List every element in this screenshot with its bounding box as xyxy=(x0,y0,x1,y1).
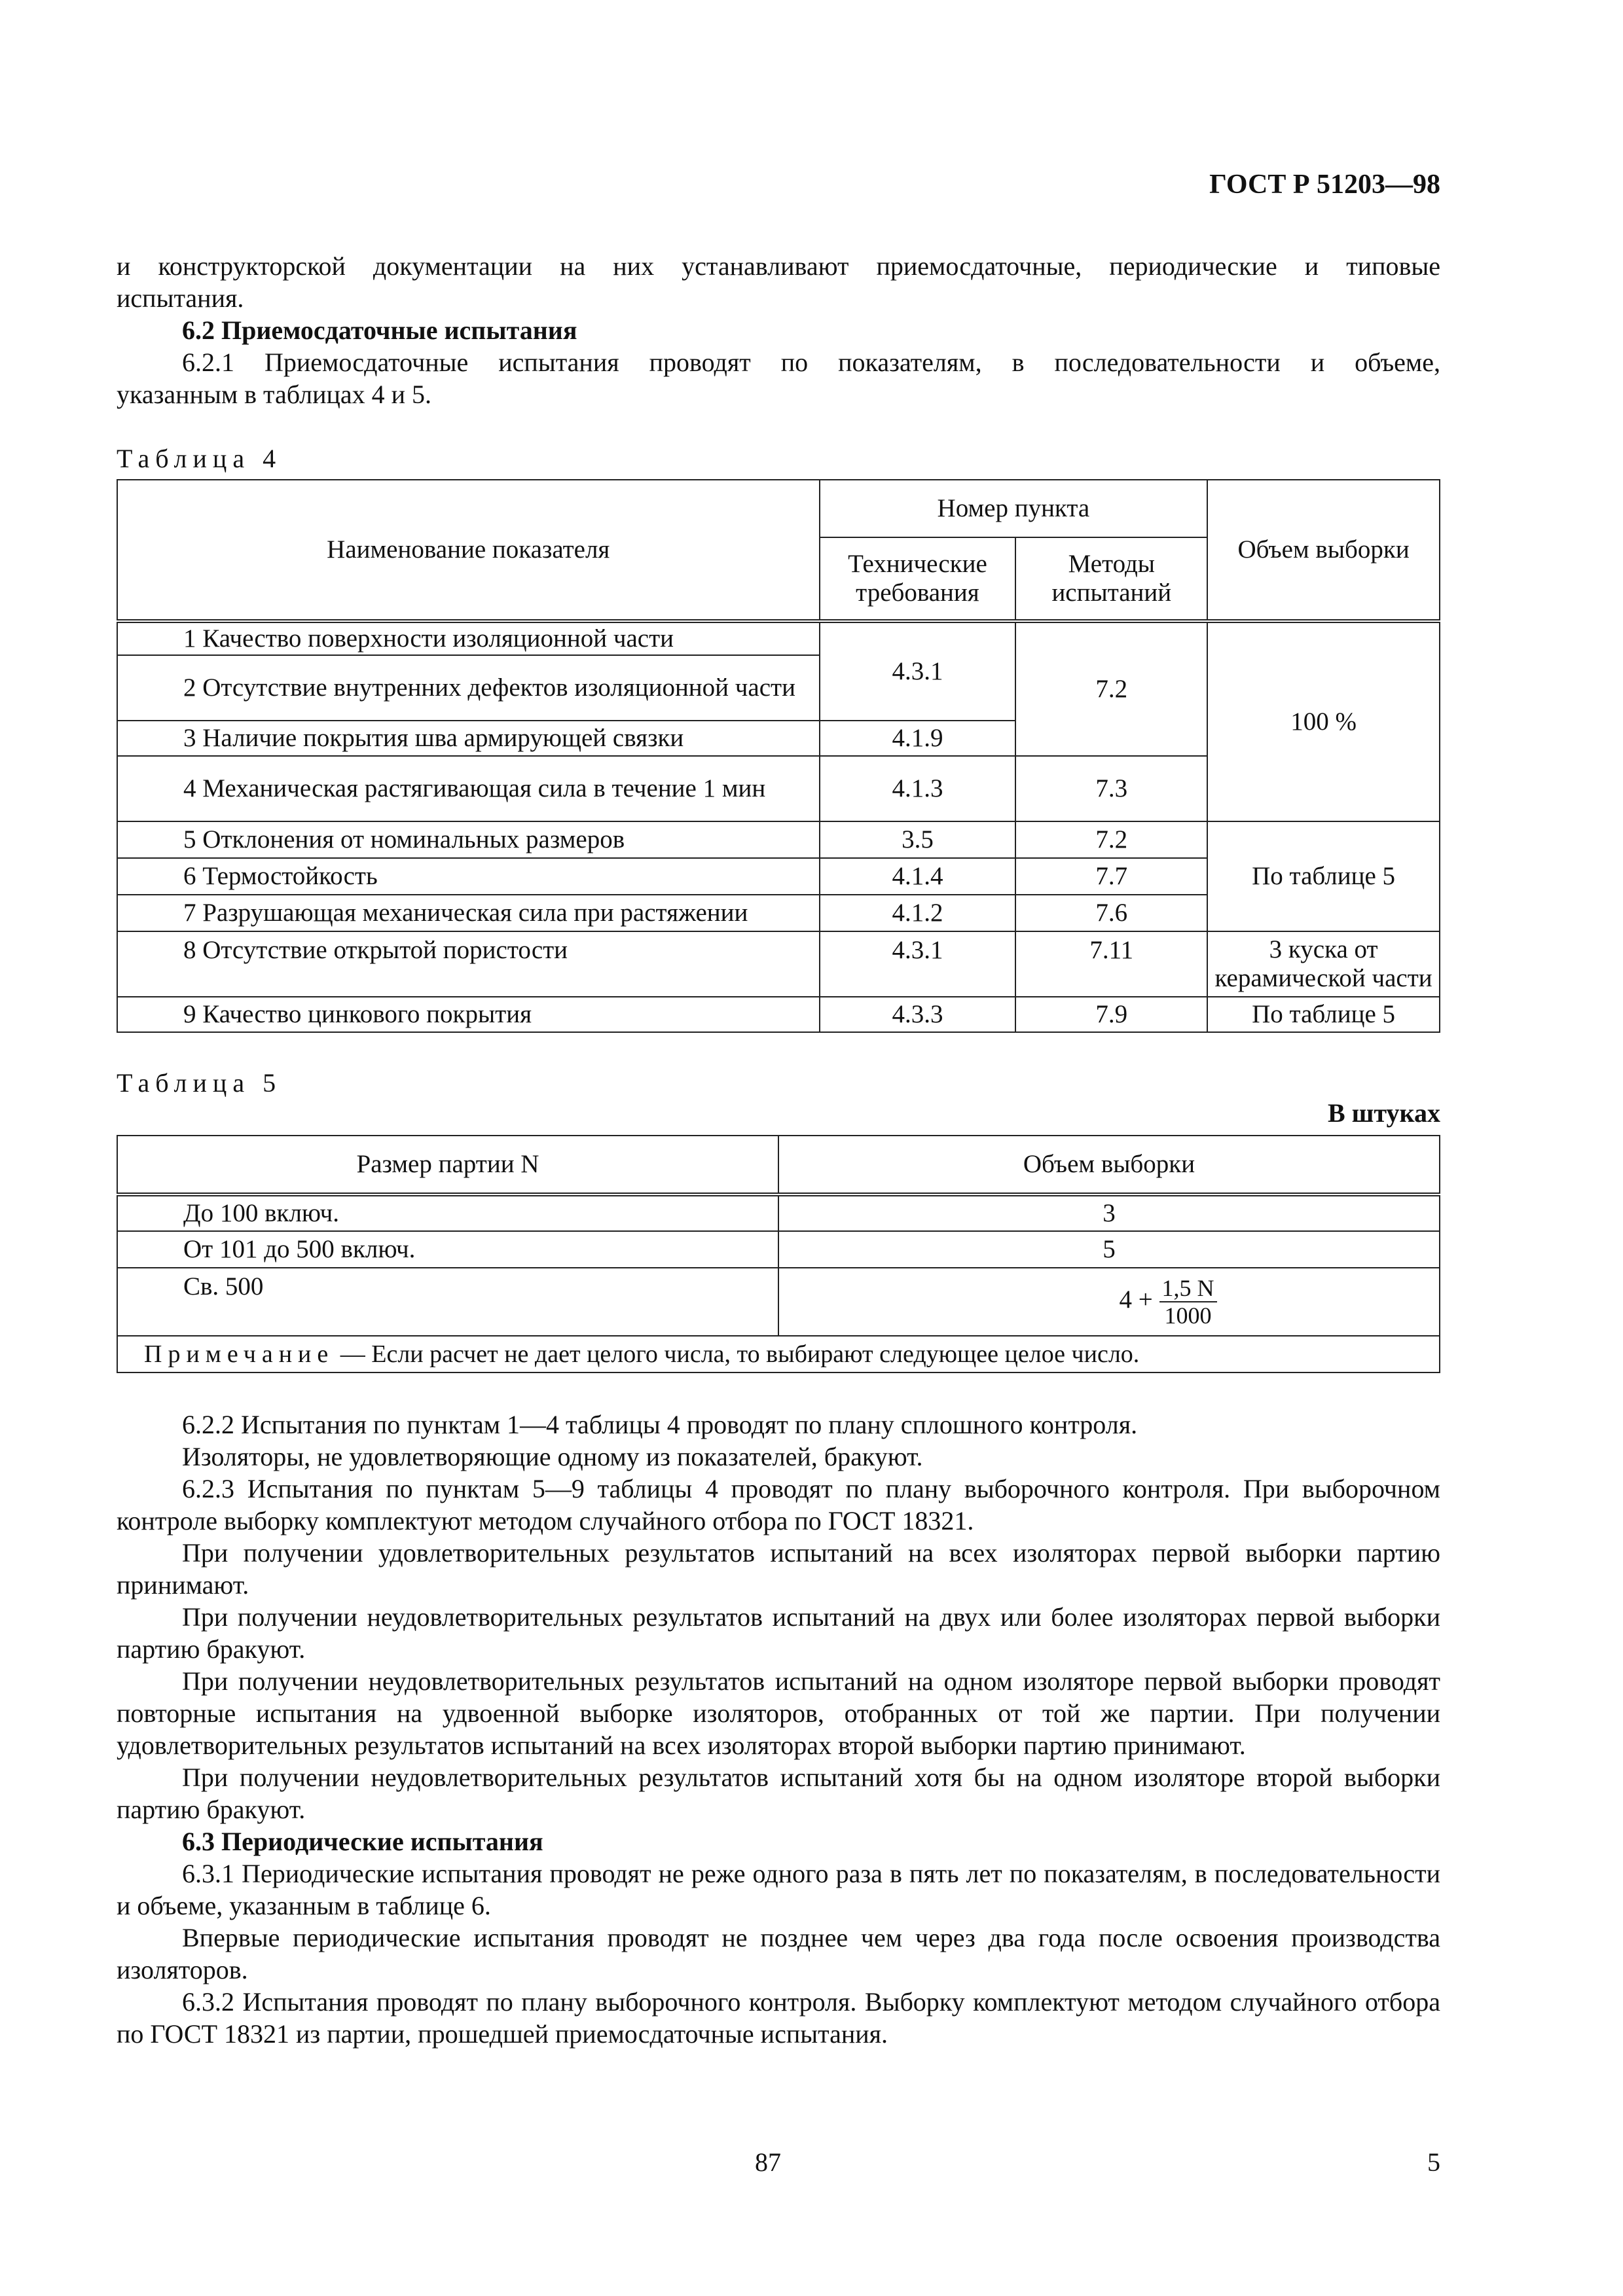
table-5-formula-denominator: 1000 xyxy=(1164,1302,1212,1329)
table-4-cell-tr-8: 4.3.1 xyxy=(820,931,1016,997)
table-5-caption: Таблица 5 xyxy=(117,1068,282,1098)
intro-line-2: испытания. xyxy=(117,283,244,313)
table-4-row-5-name: 5 Отклонения от номинальных размеров xyxy=(117,821,820,858)
table-4-cell-sample-5-7: По таблице 5 xyxy=(1207,821,1440,931)
para-reject-second: При получении неудовлетворительных результатов испытаний хотя бы на одном изоляторе второй выборки партию бракуют. xyxy=(117,1763,1440,1824)
table-5-row-2-lot: От 101 до 500 включ. xyxy=(117,1231,778,1268)
para-accept-first: При получении удовлетворительных результатов испытаний на всех изоляторах первой выборки партию принимают. xyxy=(117,1538,1440,1600)
table-4-header-name: Наименование показателя xyxy=(117,480,820,621)
footer-page-number-center: 87 xyxy=(755,2147,781,2177)
table-4-row-6-name: 6 Термостойкость xyxy=(117,858,820,895)
table-4-cell-sample-9: По таблице 5 xyxy=(1207,997,1440,1032)
table-4-cell-tr-9: 4.3.3 xyxy=(820,997,1016,1032)
table-4-header-point-number: Номер пункта xyxy=(820,480,1208,537)
table-5-formula-fraction xyxy=(1159,1275,1217,1329)
table-4-cell-tm-5: 7.2 xyxy=(1015,821,1207,858)
table-4-header-test-methods: Методы испытаний xyxy=(1015,537,1207,621)
table-4-cell-tr-5: 3.5 xyxy=(820,821,1016,858)
section-6-3-title: 6.3 Периодические испытания xyxy=(182,1827,543,1856)
intro-line-1: и конструкторской документации на них устанавливают приемосдаточные, периодические и типовые xyxy=(117,251,1440,281)
table-5-header-lot-size: Размер партии N xyxy=(117,1136,778,1194)
footer-page-number-right: 5 xyxy=(1427,2147,1440,2177)
table-4 xyxy=(117,479,1440,1033)
para-reject-two: При получении неудовлетворительных результатов испытаний на двух или более изоляторах первой выборки партию бракуют. xyxy=(117,1602,1440,1664)
body-paragraphs xyxy=(117,1408,1440,2050)
document-header-id: ГОСТ Р 51203—98 xyxy=(1209,170,1440,200)
table-4-cell-tr-4: 4.1.3 xyxy=(820,756,1016,821)
table-5-units: В штуках xyxy=(1327,1098,1440,1128)
table-4-row-4-name: 4 Механическая растягивающая сила в течение 1 мин xyxy=(117,756,820,821)
section-6-2-title: 6.2 Приемосдаточные испытания xyxy=(182,315,577,345)
table-5-row-1-sample: 3 xyxy=(778,1194,1440,1231)
table-4-row-7-name: 7 Разрушающая механическая сила при растяжении xyxy=(117,895,820,931)
table-5-formula-prefix: 4 + xyxy=(1119,1285,1153,1314)
table-5-note-text: — Если расчет не дает целого числа, то выбирают следующее целое число. xyxy=(334,1340,1140,1368)
para-6-2-1-line-1: 6.2.1 Приемосдаточные испытания проводят по показателям, в последовательности и объеме, xyxy=(182,348,1440,377)
para-6-2-2-reject: Изоляторы, не удовлетворяющие одному из показателей, бракуют. xyxy=(182,1442,923,1471)
table-5-note xyxy=(117,1336,1440,1372)
table-4-caption: Таблица 4 xyxy=(117,444,282,473)
table-4-row-2-name: 2 Отсутствие внутренних дефектов изоляционной части xyxy=(117,655,820,721)
table-4-cell-tr-6: 4.1.4 xyxy=(820,858,1016,895)
table-4-cell-tr-1-2: 4.3.1 xyxy=(820,621,1016,721)
para-retest: При получении неудовлетворительных результатов испытаний на одном изоляторе первой выборки проводят повторные испытания на удвоенной выборке изоляторов, отобранных от той же партии. При получении удовлетворительных результатов испытаний на всех изоляторах второй выборки партию принимают. xyxy=(117,1666,1440,1760)
table-4-row-3-name: 3 Наличие покрытия шва армирующей связки xyxy=(117,721,820,756)
table-4-cell-tm-7: 7.6 xyxy=(1015,895,1207,931)
table-4-cell-tr-3: 4.1.9 xyxy=(820,721,1016,756)
para-6-3-1: 6.3.1 Периодические испытания проводят не реже одного раза в пять лет по показателям, в последовательности и объеме, указанным в таблице 6. xyxy=(117,1859,1440,1920)
table-4-row-8-name: 8 Отсутствие открытой пористости xyxy=(117,931,820,997)
table-5 xyxy=(117,1135,1440,1373)
table-4-cell-tm-6: 7.7 xyxy=(1015,858,1207,895)
para-6-2-1-line-2: указанным в таблицах 4 и 5. xyxy=(117,380,432,409)
table-5-row-3-sample xyxy=(778,1268,1440,1336)
table-4-row-1-name: 1 Качество поверхности изоляционной части xyxy=(117,621,820,655)
para-first-periodic: Впервые периодические испытания проводят не позднее чем через два года после освоения производства изоляторов. xyxy=(117,1923,1440,1984)
table-4-cell-tm-9: 7.9 xyxy=(1015,997,1207,1032)
table-4-cell-sample-1-4: 100 % xyxy=(1207,621,1440,821)
para-6-2-3: 6.2.3 Испытания по пунктам 5—9 таблицы 4 проводят по плану выборочного контроля. При выборочном контроле выборку комплектуют методом случайного отбора по ГОСТ 18321. xyxy=(117,1474,1440,1535)
intro-block xyxy=(117,250,1440,410)
table-4-header-tech-req: Технические требования xyxy=(820,537,1016,621)
table-4-row-9-name: 9 Качество цинкового покрытия xyxy=(117,997,820,1032)
table-4-cell-tm-1-3: 7.2 xyxy=(1015,621,1207,756)
para-6-3-2: 6.3.2 Испытания проводят по плану выборочного контроля. Выборку комплектуют методом случайного отбора по ГОСТ 18321 из партии, прошедшей приемосдаточные испытания. xyxy=(117,1987,1440,2049)
table-5-row-3-lot: Св. 500 xyxy=(117,1268,778,1336)
table-5-header-sample: Объем выборки xyxy=(778,1136,1440,1194)
table-4-cell-sample-8: 3 куска от керамической части xyxy=(1207,931,1440,997)
table-4-header-sample: Объем выборки xyxy=(1207,480,1440,621)
table-4-cell-tr-7: 4.1.2 xyxy=(820,895,1016,931)
table-5-note-label: Примечание xyxy=(144,1340,335,1368)
table-5-row-1-lot: До 100 включ. xyxy=(117,1194,778,1231)
table-5-formula-numerator: 1,5 N xyxy=(1159,1275,1217,1302)
table-4-cell-tm-8: 7.11 xyxy=(1015,931,1207,997)
document-page xyxy=(117,0,1440,2296)
table-5-row-2-sample: 5 xyxy=(778,1231,1440,1268)
para-6-2-2: 6.2.2 Испытания по пунктам 1—4 таблицы 4 проводят по плану сплошного контроля. xyxy=(182,1410,1138,1439)
table-4-cell-tm-4: 7.3 xyxy=(1015,756,1207,821)
